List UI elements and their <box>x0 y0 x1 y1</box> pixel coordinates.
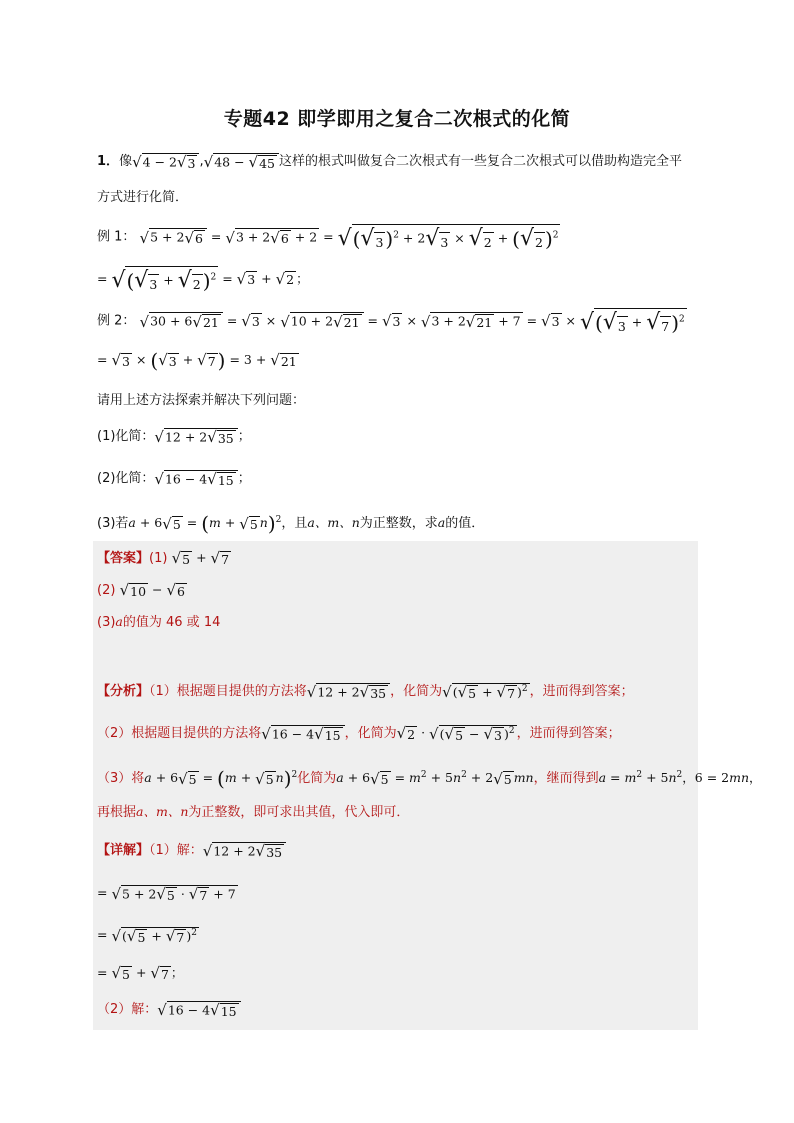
detail-1-formula: √ 12 + 2 √ 35 <box>203 842 286 860</box>
question-2-formula: √ 16 − 4 √ 15 <box>154 470 237 488</box>
detail-line-2 <box>97 998 241 1022</box>
analysis-line-3 <box>97 763 762 791</box>
detail-line-1 <box>97 839 286 863</box>
question-3-formula: a + 6 √ 5 = (m + √ 5 n)$^2$ <box>128 511 282 536</box>
question-1: (1)化简： √ 12 + 2 √ 35 ； <box>97 428 251 447</box>
detail-step-3 <box>97 961 183 986</box>
analysis-3-formula-c: $a = m^2 + 5n^2$，6 = 2mn， <box>598 770 762 786</box>
answer-line-3: (3)a的值为 46 或 14 <box>97 614 221 630</box>
answer-3-text: 的值为 46 或 14 <box>122 615 221 630</box>
formula-sqrt-4-minus-2sqrt3: √ 4 − 2 √ 3 <box>132 153 199 171</box>
analysis-1-text-b: ，化简为 <box>390 684 443 699</box>
answer-1-formula: √ 5 + √ 7 <box>171 549 230 568</box>
analysis-line-4 <box>97 800 409 825</box>
question-1-label: (1)化简： <box>97 429 155 444</box>
example-1-label: 例 1： <box>97 229 136 245</box>
analysis-2-formula-b: √ 2 · √ ( √ 5 − √ 3 )$^2$ <box>396 724 515 744</box>
analysis-3-formula-a: a + 6 √ 5 = (m + √ 5 n)$^2$ <box>144 766 298 791</box>
question-3 <box>97 508 484 536</box>
example-2-result: = √ 3 × ( √ 3 + √ 7 ) = 3 + √ 21 <box>97 348 297 373</box>
answer-3-prefix: (3) <box>97 615 116 630</box>
detail-step-1 <box>97 881 238 906</box>
analysis-3-text-a: （3）将 <box>97 771 145 787</box>
example-1-result: = √ ( √ 3 + √ 2 )$^2$ = √ 3 + √ 2 ； <box>97 268 309 293</box>
detail-step-2 <box>97 923 199 948</box>
example-1-formula: √ 5 + 2 √ 6 = √ 3 + 2 √ 6 + 2 = √ ( √ 3 )$^2$ + 2 √ 3 × √ 2 + ( √ 2 )$^2$ <box>139 226 559 251</box>
page-title: 专题42 即学即用之复合二次根式的化简 <box>223 108 571 130</box>
analysis-4-text-a: 再根据 <box>97 805 137 820</box>
question-3-end: 的值． <box>445 516 485 532</box>
detail-step-1-formula: = √ 5 + 2 √ 5 · √ 7 + 7 <box>97 885 236 904</box>
question-3-suffix: 为正整数，求 <box>359 516 438 532</box>
analysis-1-formula-a: √ 12 + 2 √ 35 <box>307 683 390 701</box>
detail-2-formula: √ 16 − 4 √ 15 <box>157 1001 240 1019</box>
question-1-formula: √ 12 + 2 √ 35 <box>154 428 237 446</box>
detail-2-text: （2）解： <box>97 1002 158 1017</box>
analysis-1-text-a: （1）根据题目提供的方法将 <box>149 684 307 699</box>
example-2-label: 例 2： <box>97 313 136 329</box>
analysis-1-formula-b: √ ( √ 5 + √ 7 )$^2$ <box>442 683 528 702</box>
example-2-formula: √ 30 + 6 √ 21 = √ 3 × √ 10 + 2 √ 21 = √ 3 × √ 3 + 2 √ 21 + 7 = √ 3 × √ ( √ 3 + √ 7 )$^2$ <box>139 310 685 335</box>
question-2: (2)化简： √ 16 − 4 √ 15 ； <box>97 470 251 489</box>
answer-line-2 <box>97 578 187 603</box>
analysis-3-text-b: 化简为 <box>297 771 337 787</box>
analysis-3-text-c: ，继而得到 <box>533 771 599 787</box>
question-3-var-a: a <box>437 515 446 531</box>
answer-2-prefix: (2) <box>97 583 116 598</box>
detail-1-text: （1）解： <box>149 843 203 858</box>
analysis-line-2 <box>97 721 621 746</box>
intro-line-1: 1．像 √ 4 − 2 √ 3 , √ 48 − √ 45 这样的根式叫做复合二次根式有一些复合二次根式可以借助构造完全平 <box>97 153 682 172</box>
question-number: 1 <box>97 154 107 169</box>
example-1-line-1 <box>97 224 560 250</box>
answer-2-formula: √ 10 − √ 6 <box>119 581 185 600</box>
question-3-mid: ，且 <box>281 516 308 532</box>
analysis-2-formula-a: √ 16 − 4 √ 15 <box>261 725 344 743</box>
example-2-line-1 <box>97 308 687 334</box>
detail-tag: 【详解】 <box>97 843 150 858</box>
analysis-2-text-c: ，进而得到答案； <box>516 726 621 741</box>
analysis-2-text-b: ，化简为 <box>344 726 397 741</box>
analysis-3-formula-b: a + 6 √ 5 = $m^2 + 5n^2 + 2$ √ 5 mn <box>336 769 534 788</box>
question-2-label: (2)化简： <box>97 471 155 486</box>
analysis-4-vars: a、m、n <box>136 804 189 819</box>
answer-tag: 【答案】 <box>97 551 150 566</box>
intro-text: 这样的根式叫做复合二次根式有一些复合二次根式可以借助构造完全平 <box>278 154 682 169</box>
analysis-2-text-a: （2）根据题目提供的方法将 <box>97 726 262 741</box>
intro-prefix: 像 <box>119 154 133 169</box>
analysis-line-1 <box>97 680 634 704</box>
detail-step-3-formula: = √ 5 + √ 7 ； <box>97 964 184 983</box>
analysis-tag: 【分析】 <box>97 684 150 699</box>
example-2-line-2 <box>97 348 299 373</box>
answer-1-prefix: (1) <box>149 551 168 566</box>
answer-line-1 <box>97 546 231 571</box>
analysis-4-text-b: 为正整数，即可求出其值，代入即可． <box>188 805 410 820</box>
question-3-prefix: (3)若 <box>97 516 129 532</box>
analysis-1-text-c: ，进而得到答案； <box>529 684 634 699</box>
intro-line-2: 方式进行化简． <box>97 190 189 205</box>
question-3-vars: a、m、n <box>307 515 360 531</box>
prompt-text: 请用上述方法探索并解决下列问题： <box>97 393 306 408</box>
example-1-line-2 <box>97 266 309 292</box>
formula-sqrt-48-minus-sqrt45: √ 48 − √ 45 <box>204 153 279 171</box>
detail-step-2-formula: = √ ( √ 5 + √ 7 )$^2$ <box>97 927 197 946</box>
